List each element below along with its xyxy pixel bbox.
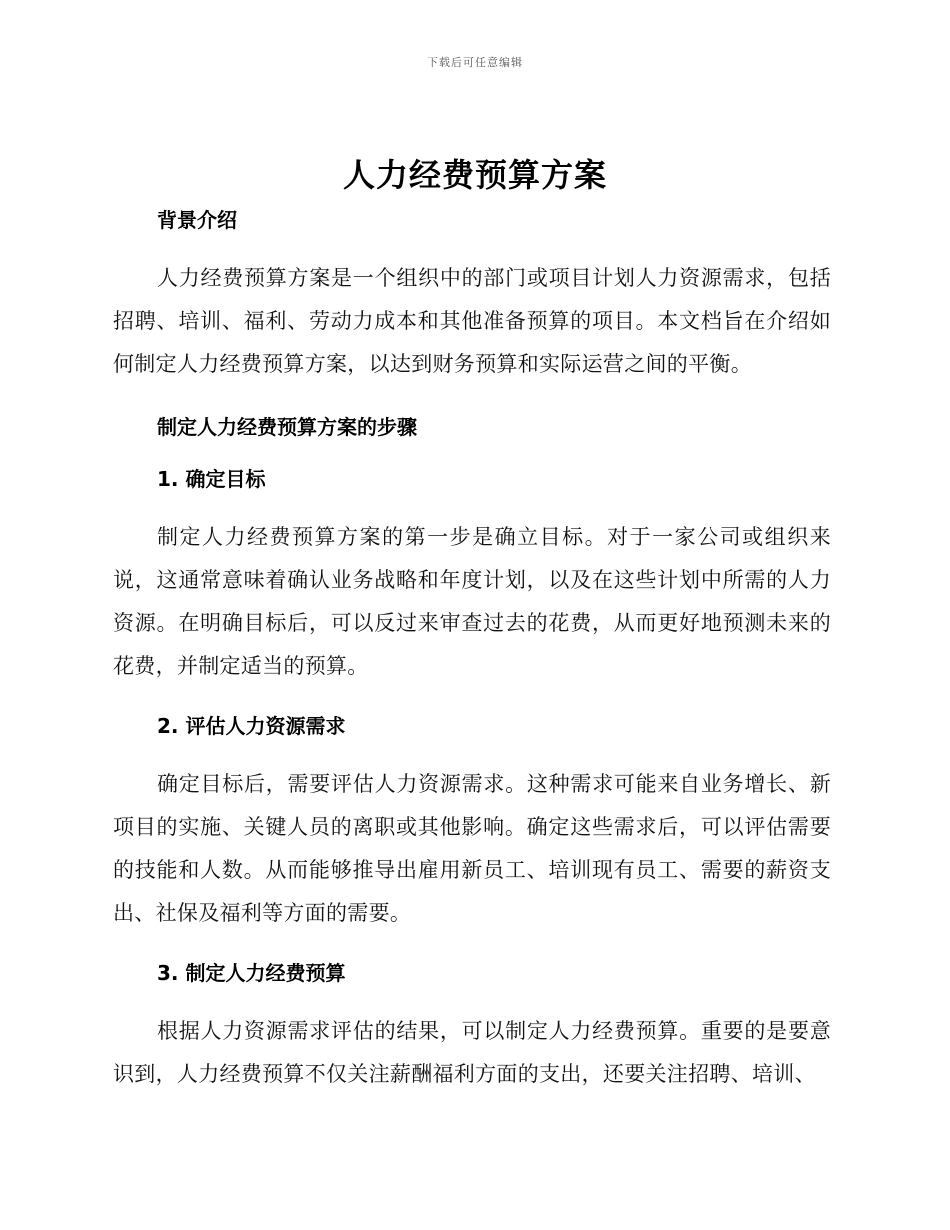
step-heading-1: 1. 确定目标 [157,467,266,491]
step-heading-3: 3. 制定人力经费预算 [157,961,346,985]
section-heading-background: 背景介绍 [157,208,237,232]
document-title: 人力经费预算方案 [342,156,607,194]
paragraph-background: 人力经费预算方案是一个组织中的部门或项目计划人力资源需求，包括招聘、培训、福利、劳动力成本和其他准备预算的项目。本文档旨在介绍如何制定人力经费预算方案，以达到财务预算和实际运营之间的平衡。 [113,266,831,376]
paragraph-step-1: 制定人力经费预算方案的第一步是确立目标。对于一家公司或组织来说，这通常意味着确认业务战略和年度计划，以及在这些计划中所需的人力资源。在明确目标后，可以反过来审查过去的花费，从而更好地预测未来的花费，并制定适当的预算。 [113,525,831,678]
paragraph-step-2: 确定目标后，需要评估人力资源需求。这种需求可能来自业务增长、新项目的实施、关键人员的离职或其他影响。确定这些需求后，可以评估需要的技能和人数。从而能够推导出雇用新员工、培训现有员工、需要的薪资支出、社保及福利等方面的需要。 [113,772,831,925]
section-heading-steps: 制定人力经费预算方案的步骤 [157,415,417,439]
paragraph-step-3: 根据人力资源需求评估的结果，可以制定人力经费预算。重要的是要意识到，人力经费预算不仅关注薪酬福利方面的支出，还要关注招聘、培训、 [113,1019,831,1086]
document-body [113,205,831,1096]
page-header-note: 下载后可任意编辑 [427,56,523,69]
step-heading-2: 2. 评估人力资源需求 [157,714,346,738]
